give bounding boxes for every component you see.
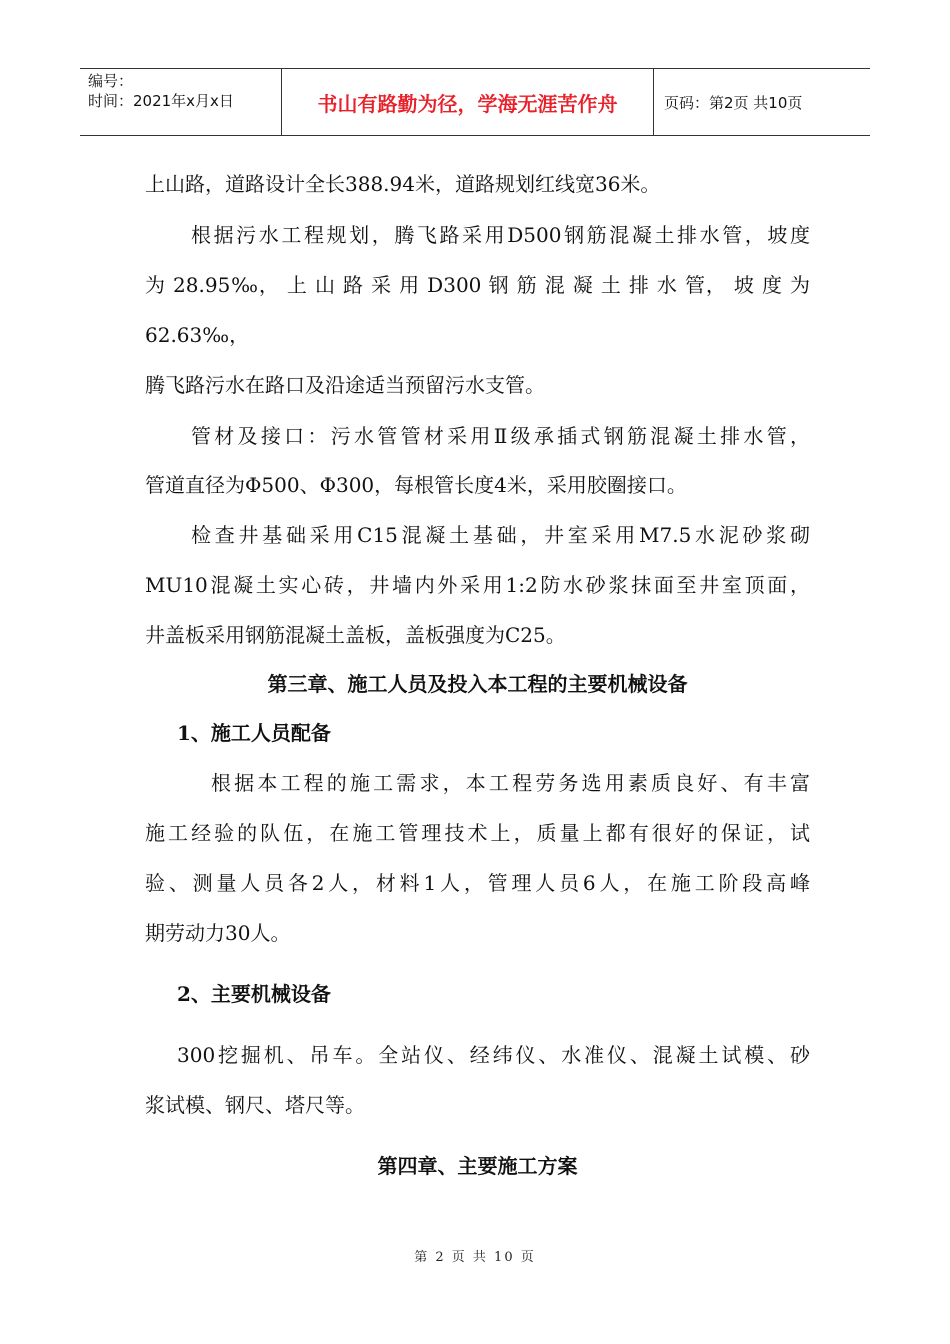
paragraph-line: 检查井基础采用C15混凝土基础，井室采用M7.5水泥砂浆砌	[191, 523, 810, 547]
header-motto: 书山有路勤为径，学海无涯苦作舟	[282, 69, 654, 135]
page-header	[80, 68, 870, 136]
paragraph-line: 为 28.95‰， 上 山 路 采 用 D300 钢 筋 混 凝 土 排 水 管， 坡 度 为	[145, 273, 810, 297]
paragraph-line: 井盖板采用钢筋混凝土盖板，盖板强度为C25。	[145, 623, 566, 647]
paragraph-line: 300挖掘机、吊车。全站仪、经纬仪、水准仪、混凝土试模、砂	[177, 1043, 810, 1067]
paragraph-line: 验、测量人员各2人，材料1人，管理人员6人，在施工阶段高峰	[145, 871, 810, 895]
paragraph-line: 根据污水工程规划，腾飞路采用D500钢筋混凝土排水管，坡度	[191, 223, 810, 247]
number-label: 编号：	[88, 72, 134, 90]
paragraph-line: 施工经验的队伍，在施工管理技术上，质量上都有很好的保证，试	[145, 821, 810, 845]
paragraph-line: MU10混凝土实心砖，井墙内外采用1:2防水砂浆抹面至井室顶面，	[145, 573, 810, 597]
paragraph-line: 上山路，道路设计全长388.94米，道路规划红线宽36米。	[145, 172, 661, 196]
paragraph-line: 管材及接口：污水管管材采用Ⅱ级承插式钢筋混凝土排水管，	[191, 424, 810, 448]
paragraph-line: 期劳动力30人。	[145, 921, 291, 945]
paragraph-line: 浆试模、钢尺、塔尺等。	[145, 1093, 365, 1117]
chapter-heading: 第四章、主要施工方案	[377, 1154, 578, 1178]
header-page-info: 页码：第2页 共10页	[664, 93, 803, 112]
paragraph-line: 腾飞路污水在路口及沿途适当预留污水支管。	[145, 373, 545, 397]
paragraph-line: 根据本工程的施工需求，本工程劳务选用素质良好、有丰富	[211, 771, 810, 795]
section-heading: 2、主要机械设备	[177, 982, 331, 1006]
header-meta	[80, 69, 282, 135]
section-heading: 1、施工人员配备	[177, 721, 331, 745]
chapter-heading: 第三章、施工人员及投入本工程的主要机械设备	[267, 672, 688, 696]
paragraph-line: 62.63‰，	[145, 323, 250, 347]
date-label: 时间：2021年x月x日	[88, 92, 234, 110]
paragraph-line: 管道直径为Φ500、Φ300，每根管长度4米，采用胶圈接口。	[145, 473, 687, 497]
page-footer: 第 2 页 共 10 页	[414, 1250, 536, 1265]
